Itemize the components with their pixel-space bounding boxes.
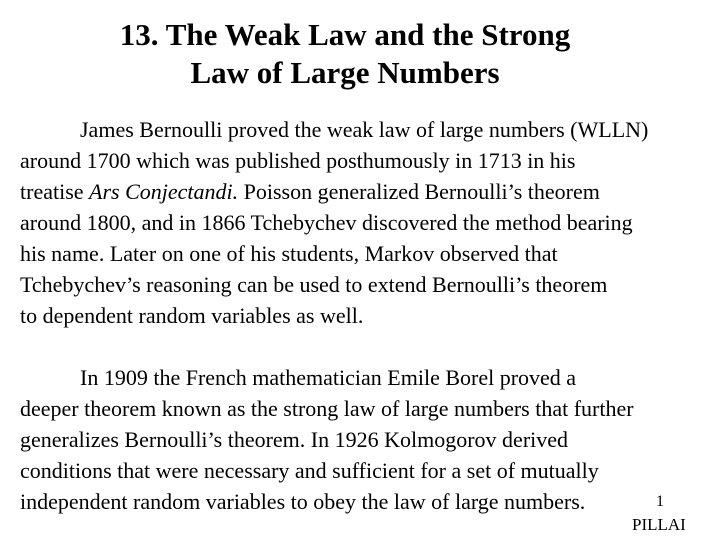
paragraph-2-line-5: independent random variables to obey the law of large numbers. <box>20 489 586 514</box>
paragraph-2-line-2: deeper theorem known as the strong law of large numbers that further <box>20 396 634 421</box>
paragraph-1-line-6: Tchebychev’s reasoning can be used to extend Bernoulli’s theorem <box>20 272 608 297</box>
paragraph-2-line-3: generalizes Bernoulli’s theorem. In 1926 Kolmogorov derived <box>20 427 569 452</box>
page-number: 1 <box>656 493 664 510</box>
paragraph-2-line-4: conditions that were necessary and sufficient for a set of mutually <box>20 458 599 483</box>
paragraph-1-line-3-post: Poisson generalized Bernoulli’s theorem <box>238 179 600 204</box>
paragraph-spacer <box>20 331 710 362</box>
title-line-1: 13. The Weak Law and the Strong <box>119 17 571 52</box>
paragraph-1-line-7: to dependent random variables as well. <box>20 303 364 328</box>
paragraph-1-line-1: James Bernoulli proved the weak law of large numbers (WLLN) <box>80 117 649 142</box>
slide-title <box>0 16 690 92</box>
slide-body <box>20 114 710 517</box>
paragraph-1-line-3 <box>20 176 710 207</box>
paragraph-1-line-2: around 1700 which was published posthumously in 1713 in his <box>20 148 576 173</box>
paragraph-2-line-1: In 1909 the French mathematician Emile Borel proved a <box>80 365 577 390</box>
book-title: Ars Conjectandi. <box>89 179 239 204</box>
title-line-2: Law of Large Numbers <box>190 55 500 90</box>
author-label: PILLAI <box>632 515 686 534</box>
paragraph-1-line-5: his name. Later on one of his students, Markov observed that <box>20 241 558 266</box>
paragraph-1-line-3-pre: treatise <box>20 179 90 204</box>
paragraph-1-line-4: around 1800, and in 1866 Tchebychev discovered the method bearing <box>20 210 633 235</box>
